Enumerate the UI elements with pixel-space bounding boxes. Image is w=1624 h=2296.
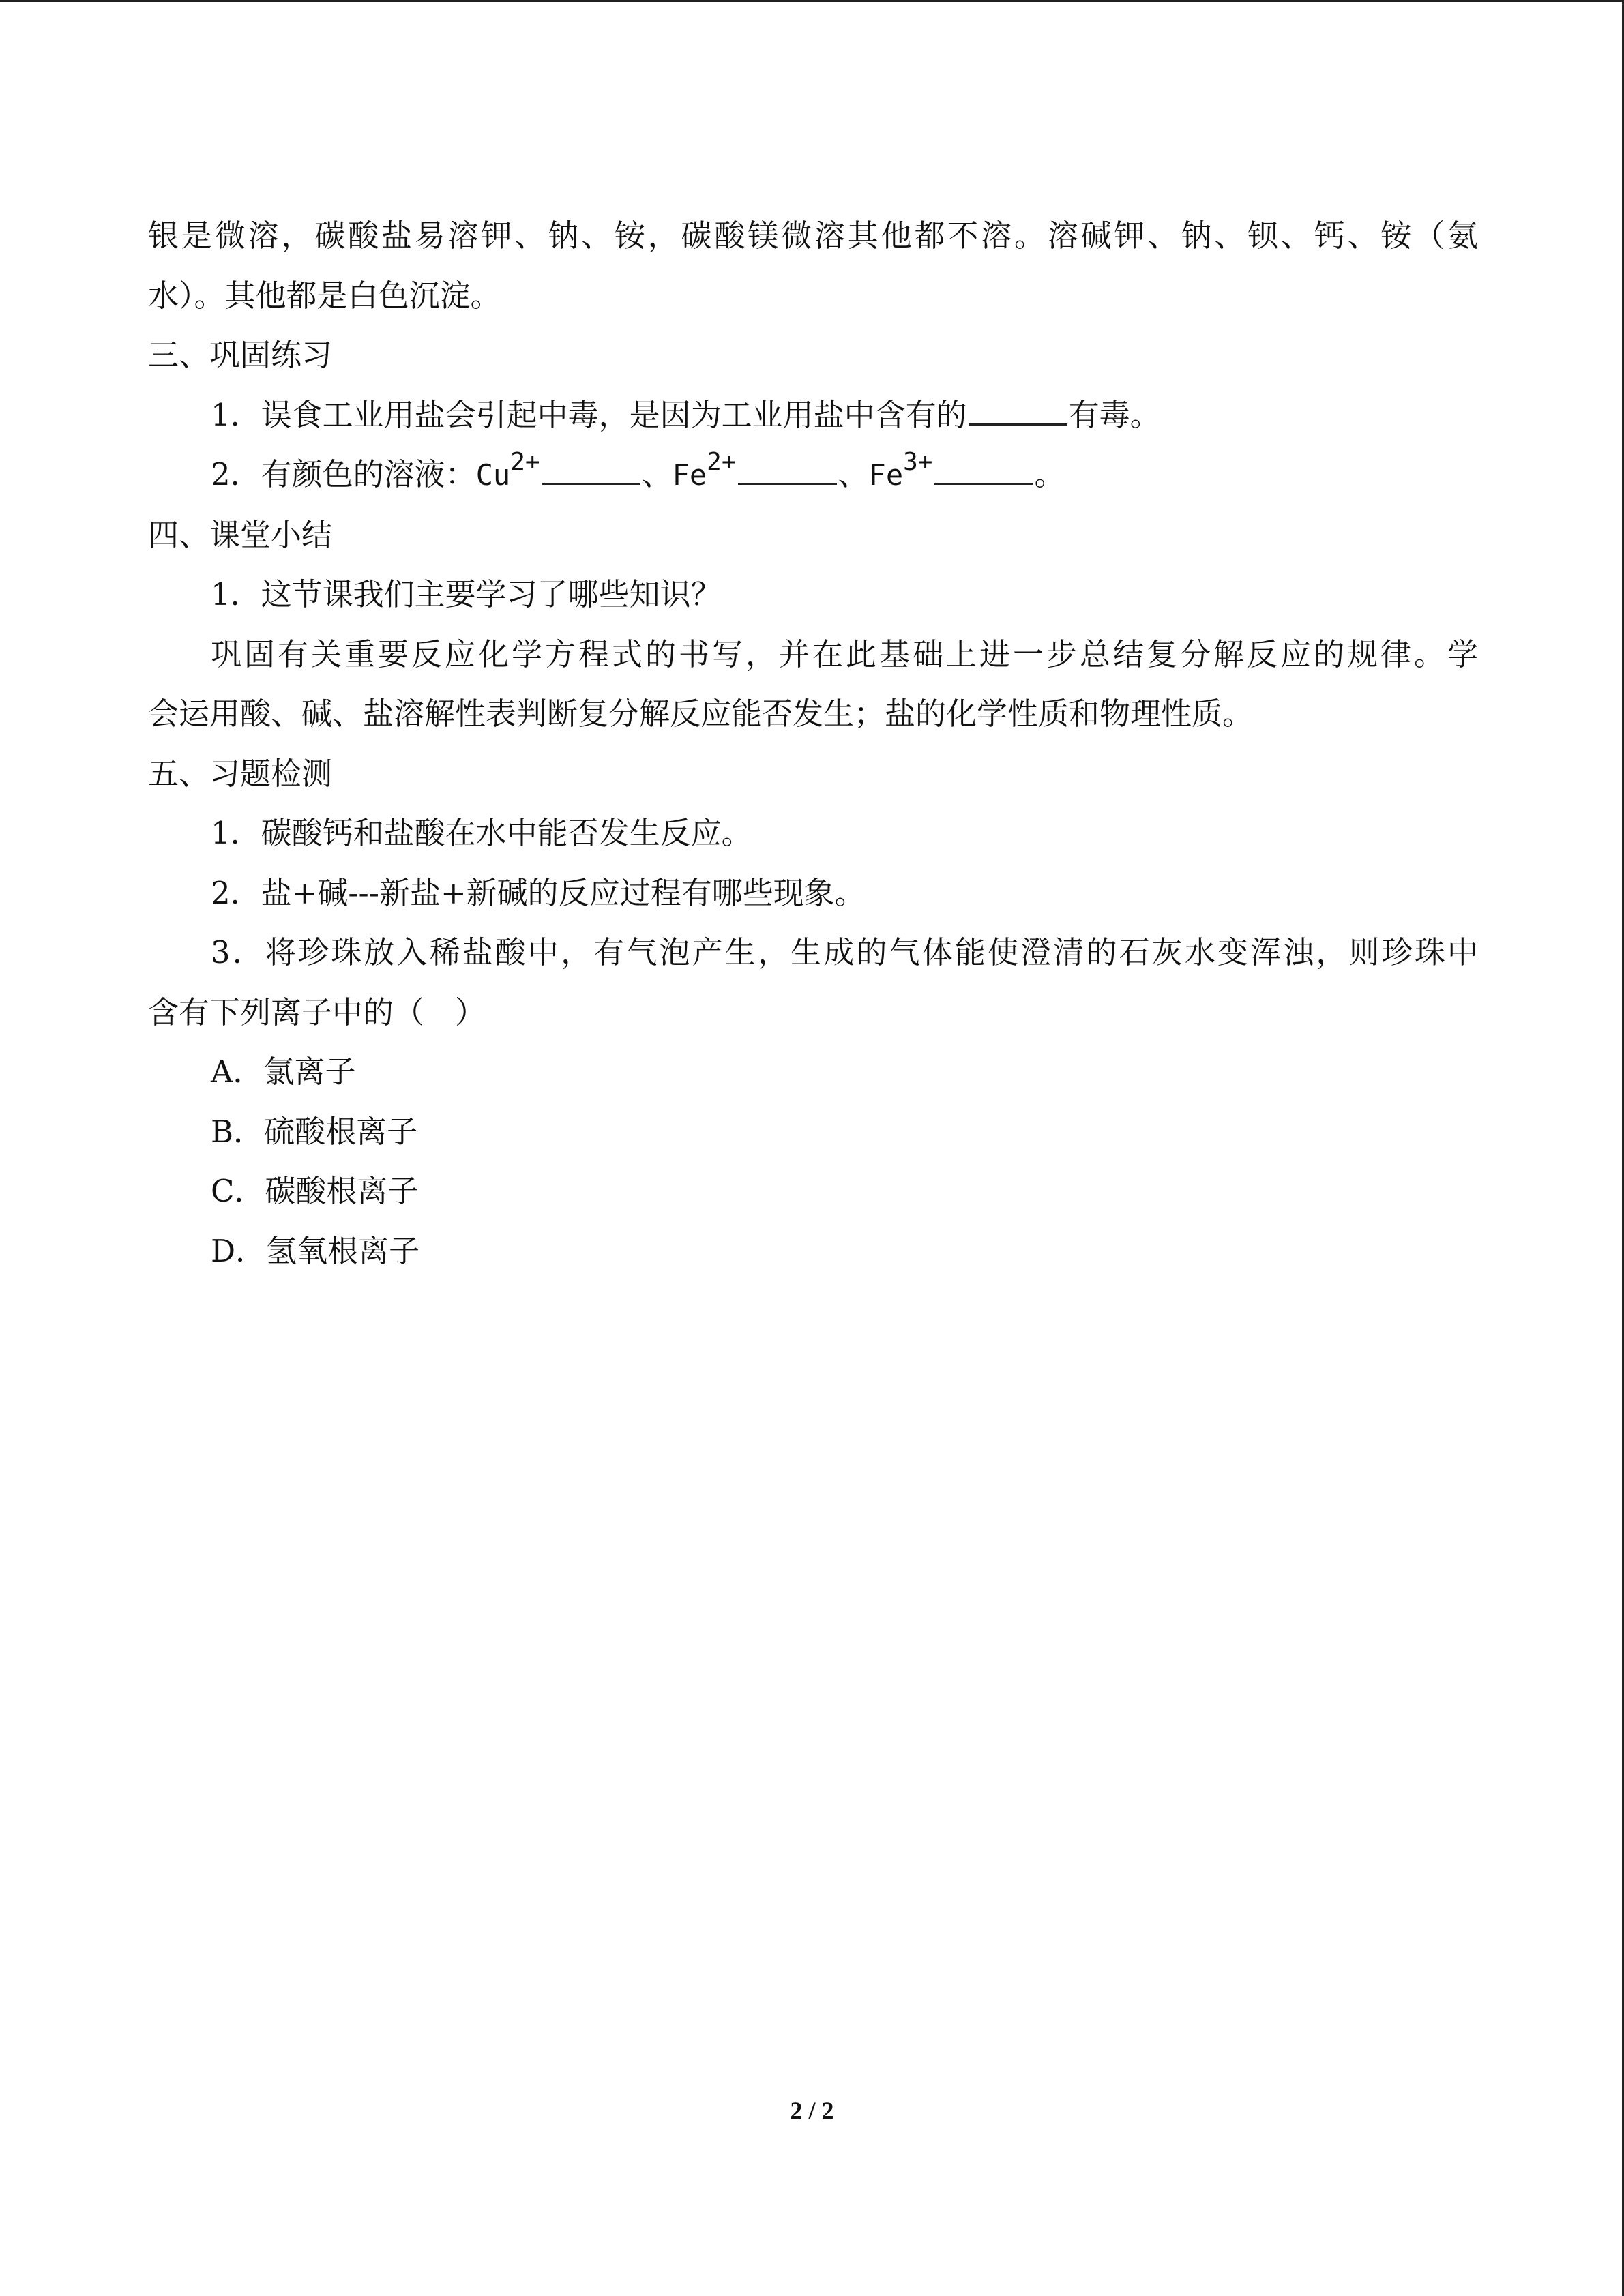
option-c: C．碳酸根离子 [211, 1173, 419, 1209]
ion-fe3-charge: 3+ [903, 448, 933, 476]
exercise-question-1: 1．碳酸钙和盐酸在水中能否发生反应。 [211, 815, 752, 851]
separator: 、 [838, 456, 869, 492]
ion-fe3: Fe [868, 458, 904, 492]
answer-blank [542, 482, 640, 485]
summary-question-1: 1．这节课我们主要学习了哪些知识？ [211, 576, 722, 612]
ion-fe2: Fe [672, 458, 707, 492]
exercise-question-2: 2．盐+碱---新盐+新碱的反应过程有哪些现象。 [211, 874, 866, 911]
exercise-question-3-line-2: 含有下列离子中的（ ） [148, 994, 486, 1030]
practice-question-2 [148, 445, 1478, 505]
exercise-question-3-line-1: 3．将珍珠放入稀盐酸中，有气泡产生，生成的气体能使澄清的石灰水变浑浊，则珍珠中 [211, 934, 1478, 970]
answer-blank [738, 482, 837, 485]
ion-cu: Cu [475, 458, 511, 492]
section-heading-practice: 三、巩固练习 [148, 337, 333, 373]
answer-blank [934, 482, 1033, 485]
document-body [148, 206, 1478, 1281]
answer-blank [969, 423, 1067, 426]
section-heading-exercises: 五、习题检测 [148, 755, 333, 792]
separator: 、 [641, 456, 673, 492]
practice-question-1-text: 1．误食工业用盐会引起中毒，是因为工业用盐中含有的 [211, 396, 967, 433]
page-number: 2 / 2 [790, 2097, 834, 2124]
section-heading-summary: 四、课堂小结 [148, 516, 333, 553]
summary-text-line-1: 巩固有关重要反应化学方程式的书写，并在此基础上进一步总结复分解反应的规律。学 [211, 636, 1478, 672]
practice-question-1-end: 有毒。 [1068, 396, 1161, 433]
summary-text-line-2: 会运用酸、碱、盐溶解性表判断复分解反应能否发生；盐的化学性质和物理性质。 [148, 696, 1254, 732]
continuation-line-1: 银是微溶，碳酸盐易溶钾、钠、铵，碳酸镁微溶其他都不溶。溶碱钾、钠、钡、钙、铵（氨 [148, 218, 1478, 254]
option-a: A．氯离子 [211, 1054, 356, 1090]
option-d: D．氢氧根离子 [211, 1232, 420, 1269]
practice-question-2-text: 2．有颜色的溶液： [211, 456, 476, 492]
option-b: B．硫酸根离子 [211, 1113, 418, 1150]
sentence-end: 。 [1034, 456, 1065, 492]
ion-cu-charge: 2+ [510, 448, 540, 476]
ion-fe2-charge: 2+ [707, 448, 737, 476]
continuation-line-2: 水）。其他都是白色沉淀。 [148, 277, 501, 314]
practice-question-1 [148, 385, 1478, 445]
